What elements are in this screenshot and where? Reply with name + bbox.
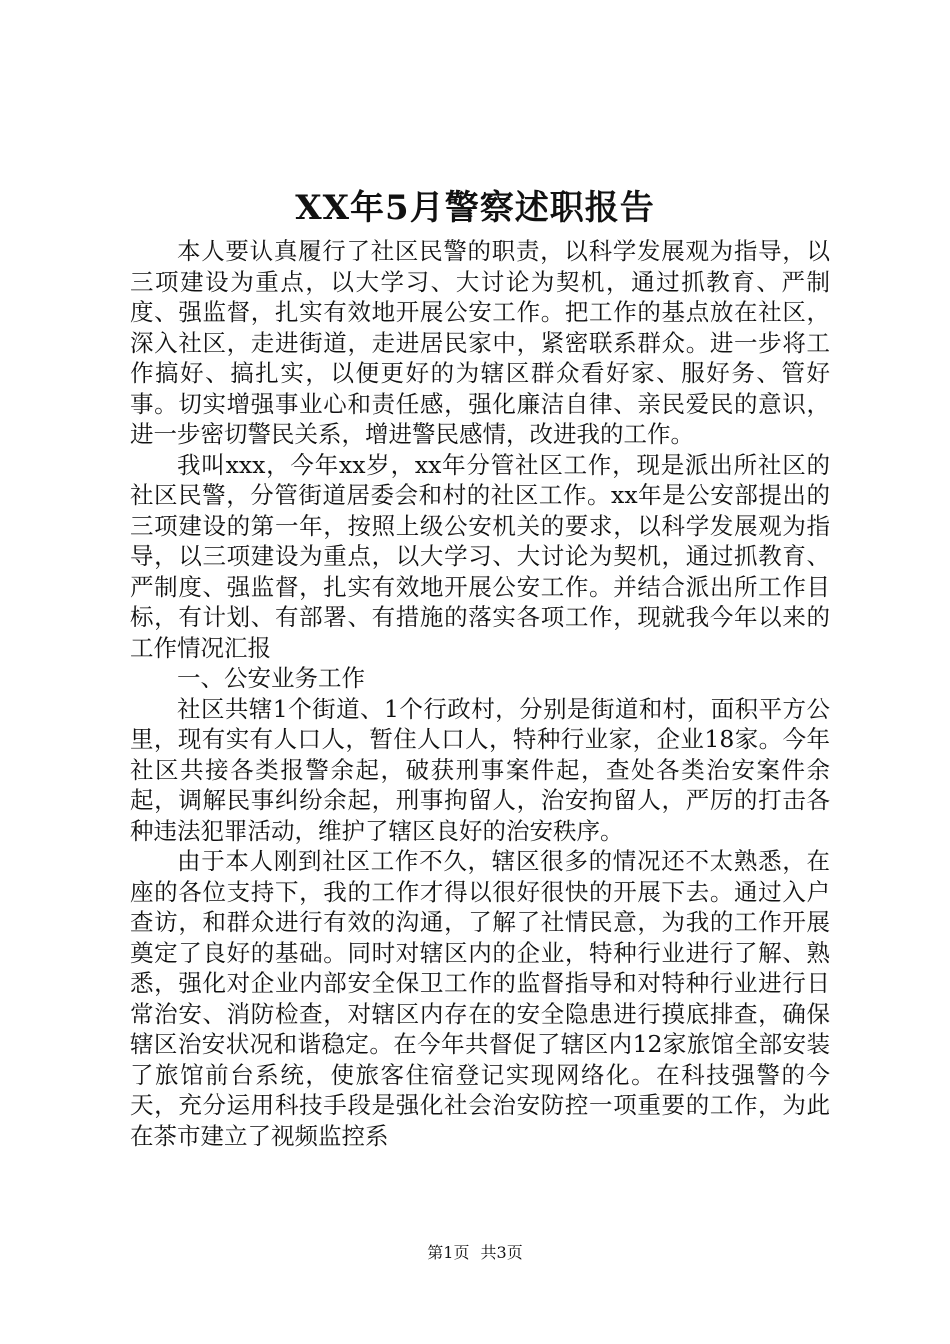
section-heading-public-security-work: 一、公安业务工作 <box>177 664 365 692</box>
paragraph-intro: 本人要认真履行了社区民警的职责，以科学发展观为指导，以三项建设为重点，以大学习、大讨论为契机，通过抓教育、严制度、强监督，扎实有效地开展公安工作。把工作的基点放在社区，深入社区，走进街道，走进居民家中，紧密联系群众。进一步将工作搞好、搞扎实，以便更好的为辖区群众看好家、服好务、管好事。切实增强事业心和责任感，强化廉洁自律、亲民爱民的意识，进一步密切警民关系，增进警民感情，改进我的工作。 <box>130 237 830 448</box>
paragraph-work-progress: 由于本人刚到社区工作不久，辖区很多的情况还不太熟悉，在座的各位支持下，我的工作才得以很好很快的开展下去。通过入户查访，和群众进行有效的沟通，了解了社情民意，为我的工作开展奠定了良好的基础。同时对辖区内的企业，特种行业进行了解、熟悉，强化对企业内部安全保卫工作的监督指导和对特种行业进行日常治安、消防检查，对辖区内存在的安全隐患进行摸底排查，确保辖区治安状况和谐稳定。在今年共督促了辖区内12家旅馆全部安装了旅馆前台系统，使旅客住宿登记实现网络化。在科技强警的今天，充分运用科技手段是强化社会治安防控一项重要的工作，为此在茶市建立了视频监控系 <box>130 847 830 1150</box>
document-title: XX年5月警察述职报告 <box>295 188 655 228</box>
page-footer <box>0 1242 950 1264</box>
paragraph-community-statistics: 社区共辖1个街道、1个行政村，分别是街道和村，面积平方公里，现有实有人口人，暂住人口人，特种行业家，企业18家。今年社区共接各类报警余起，破获刑事案件起，查处各类治安案件余起，调解民事纠纷余起，刑事拘留人，治安拘留人，严厉的打击各种违法犯罪活动，维护了辖区良好的治安秩序。 <box>130 694 830 845</box>
page-number-current: 第1页 <box>427 1243 470 1262</box>
page-number-total: 共3页 <box>480 1243 523 1262</box>
document-body <box>130 236 830 1151</box>
paragraph-self-introduction: 我叫xxx，今年xx岁，xx年分管社区工作，现是派出所社区的社区民警，分管街道居委会和村的社区工作。xx年是公安部提出的三项建设的第一年，按照上级公安机关的要求，以科学发展观为指导，以三项建设为重点，以大学习、大讨论为契机，通过抓教育、严制度、强监督，扎实有效地开展公安工作。并结合派出所工作目标，有计划、有部署、有措施的落实各项工作，现就我今年以来的工作情况汇报 <box>130 450 830 662</box>
